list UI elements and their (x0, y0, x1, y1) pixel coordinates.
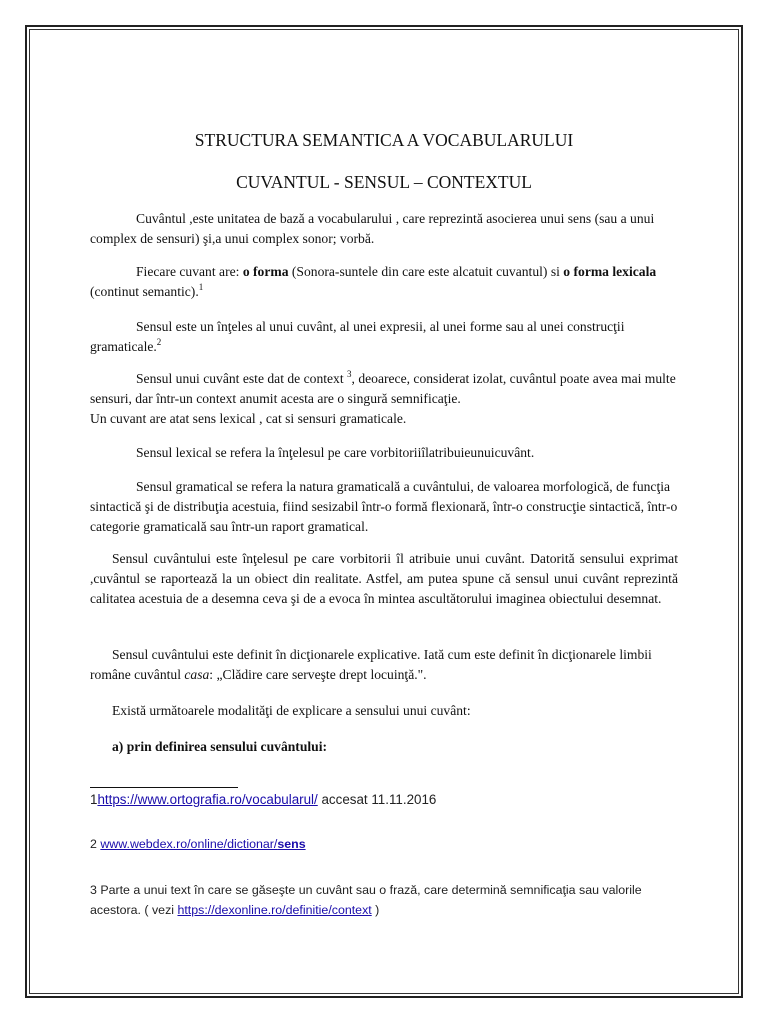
paragraph-5: Sensul lexical se refera la înţelesul pe care vorbitoriiîlatribuieunuicuvânt. (136, 445, 535, 460)
footnote-ref-2: 2 (156, 337, 162, 347)
paragraph-4: Sensul unui cuvânt este dat de context $^3$, deoarece, considerat izolat, cuvântul poate avea mai multe sensuri, dar într-un context anumit acesta are o singură semnificaţie. (90, 369, 676, 406)
paragraph-7: Sensul cuvântului este înţelesul pe care vorbitorii îl atribuie unui cuvânt. Datorită sensului exprimat ,cuvântul se raportează la un obiect din realitate. Astfel, am putea spune că sensul unui cuvânt reprezintă calitatea acestuia de a desemna ceva şi de a evoca în mintea ascultătorului imaginea obiectului desemnat. (90, 551, 678, 606)
footnote-3: 3 Parte a unui text în care se găseşte un cuvânt sau o frază, care determină semnificaţia sau valorile acestora. ( vezi https://dexonline.ro/definitie/context ) (90, 883, 642, 917)
paragraph-3: Sensul este un înţeles al unui cuvânt, al unei expresii, al unei forme sau al unei construcţii gramaticale.$^2$ (90, 319, 625, 354)
footnote-3-link[interactable]: https://dexonline.ro/definitie/context (177, 903, 372, 917)
footnote-2-link[interactable]: www.webdex.ro/online/dictionar/sens (100, 837, 306, 851)
footnote-2: 2 www.webdex.ro/online/dictionar/sens (90, 837, 306, 851)
document-title: STRUCTURA SEMANTICA A VOCABULARULUI (194, 130, 574, 150)
paragraph-9: Există următoarele modalităţi de explicare a sensului unui cuvânt: (112, 703, 471, 718)
paragraph-8: Sensul cuvântului este definit în dicţionarele explicative. Iată cum este definit în dicţionarele limbii române cuvântul casa: „Clădire care serveşte drept locuinţă.". (90, 647, 652, 682)
footnote-separator (90, 787, 238, 788)
footnote-ref-1: 1 (198, 282, 204, 292)
paragraph-4-line-2: Un cuvant are atat sens lexical , cat si sensuri gramaticale. (90, 411, 407, 426)
section-heading-a: a) prin definirea sensului cuvântului: (112, 739, 328, 754)
document-subtitle: CUVANTUL - SENSUL – CONTEXTUL (236, 172, 532, 192)
footnote-1-link[interactable]: https://www.ortografia.ro/vocabularul/ (97, 792, 318, 807)
paragraph-6: Sensul gramatical se refera la natura gramaticală a cuvântului, de valoarea morfologică, de funcţia sintactică şi de distribuţia acestuia, fiind sesizabil într-o formă flexionară, într-o construcţie sintactică, într-o categorie gramaticală sau într-un raport gramatical. (90, 479, 678, 534)
paragraph-2: Fiecare cuvant are: o forma (Sonora-suntele din care este alcatuit cuvantul) si o forma lexicala (continut semantic).$^1$ (90, 264, 657, 299)
footnote-ref-3: 3 (347, 369, 352, 379)
footnote-1: 1https://www.ortografia.ro/vocabularul/ accesat 11.11.2016 (90, 792, 437, 807)
paragraph-1: Cuvântul ,este unitatea de bază a vocabularului , care reprezintă asocierea unui sens (sau a unui complex de sensuri) şi,a unui complex sonor; vorbă. (90, 211, 655, 246)
